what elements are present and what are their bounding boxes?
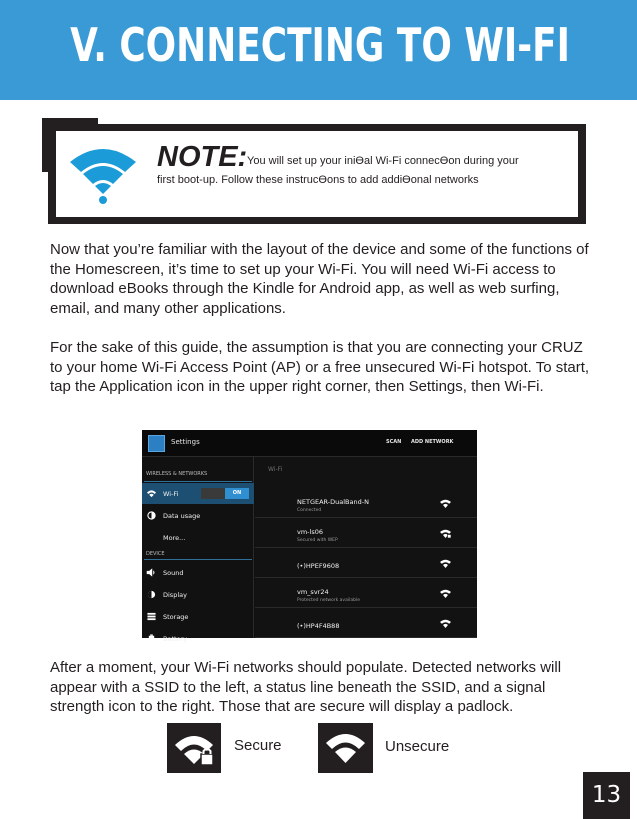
paragraph-networks: After a moment, your Wi-Fi networks should populate. Detected networks will appear with a SSID to the left, a status line beneath the SSID, and a signal strength icon to the right. Those that are secure will display a padlock. — [50, 659, 562, 716]
settings-sidebar — [142, 457, 254, 643]
secure-signal-icon — [440, 529, 451, 538]
speaker-icon — [147, 568, 156, 577]
signal-strength-icon — [440, 619, 451, 628]
network-row[interactable] — [255, 549, 477, 578]
section-device: DEVICE — [146, 551, 165, 557]
add-network-button[interactable]: ADD NETWORK — [411, 439, 454, 445]
unsecure-label: Unsecure — [385, 738, 450, 755]
storage-icon — [147, 612, 156, 621]
secure-label: Secure — [234, 737, 282, 754]
display-icon — [147, 590, 156, 599]
sidebar-item-more[interactable] — [142, 527, 254, 548]
wifi-icon — [147, 489, 156, 498]
section-wireless-networks: WIRELESS & NETWORKS — [146, 471, 208, 477]
wifi-panel-heading: Wi-Fi — [268, 466, 283, 473]
secure-wifi-icon — [167, 723, 221, 773]
sidebar-item-label: Battery — [163, 635, 188, 643]
sidebar-item-label: Storage — [163, 613, 189, 621]
settings-action-bar — [142, 430, 477, 457]
sidebar-item-label: More... — [163, 534, 186, 542]
settings-title: Settings — [171, 438, 200, 446]
battery-icon — [147, 634, 156, 643]
signal-strength-icon — [440, 559, 451, 568]
sidebar-item-label: Data usage — [163, 512, 201, 520]
network-row[interactable] — [255, 579, 477, 608]
network-status: Protected network available — [297, 598, 360, 603]
page-title: V. CONNECTING TO WI-FI — [70, 18, 571, 72]
scan-button[interactable]: SCAN — [386, 439, 402, 445]
sidebar-item-battery[interactable] — [142, 628, 254, 649]
network-row[interactable] — [255, 489, 477, 518]
wifi-toggle-on: ON — [225, 488, 249, 499]
header-banner — [0, 0, 637, 100]
note-title: NOTE: — [157, 141, 248, 173]
section-divider — [144, 559, 252, 560]
network-row[interactable] — [255, 519, 477, 548]
network-ssid: vm-ls06 — [297, 528, 323, 536]
network-status: Secured with WEP — [297, 538, 338, 543]
network-ssid: vm_svr24 — [297, 588, 329, 596]
section-divider — [144, 481, 252, 482]
wifi-network-panel — [255, 457, 477, 638]
network-status: Connected — [297, 508, 322, 513]
unsecure-key-tile — [318, 723, 373, 773]
paragraph-intro: Now that you’re familiar with the layout of the device and some of the functions of the Homescreen, it’s time to set up your Wi-Fi. You will need Wi-Fi access to download eBooks through the Kindle for Android app, as well as web surfing, email, and many other applications. — [50, 241, 589, 317]
sidebar-item-data-usage[interactable] — [142, 505, 254, 526]
network-ssid: NETGEAR-DualBand-N — [297, 498, 369, 506]
sidebar-item-display[interactable] — [142, 584, 254, 605]
unsecure-wifi-icon — [318, 723, 373, 773]
sidebar-item-label: Sound — [163, 569, 184, 577]
sidebar-item-wifi[interactable] — [142, 483, 254, 504]
sidebar-item-sound[interactable] — [142, 562, 254, 583]
wifi-icon — [70, 140, 136, 206]
wifi-toggle[interactable] — [201, 488, 249, 499]
network-ssid: (•)HP4F4B88 — [297, 622, 340, 630]
sidebar-item-storage[interactable] — [142, 606, 254, 627]
settings-screenshot — [142, 430, 477, 643]
settings-app-icon — [148, 435, 165, 452]
data-usage-icon — [147, 511, 156, 520]
network-row[interactable] — [255, 609, 477, 638]
note-text-line-1: You will set up your iniƟal Wi-Fi connecƟon during your — [247, 155, 519, 167]
secure-key-tile — [167, 723, 221, 773]
sidebar-item-label: Display — [163, 591, 187, 599]
paragraph-instructions: For the sake of this guide, the assumption is that you are connecting your CRUZ to your home Wi-Fi Access Point (AP) or a free unsecured Wi-Fi hotspot. To start, tap the Application icon in the upper right corner, then Settings, then Wi-Fi. — [50, 339, 590, 396]
signal-strength-icon — [440, 589, 451, 598]
signal-strength-icon — [440, 499, 451, 508]
page-number: 13 — [583, 772, 630, 819]
network-ssid: (•)HPEF9608 — [297, 562, 340, 570]
sidebar-item-label: Wi-Fi — [163, 490, 179, 498]
note-text-line-2: ﬁrst boot-up. Follow these instrucƟons to add addiƟonal networks — [157, 174, 479, 186]
